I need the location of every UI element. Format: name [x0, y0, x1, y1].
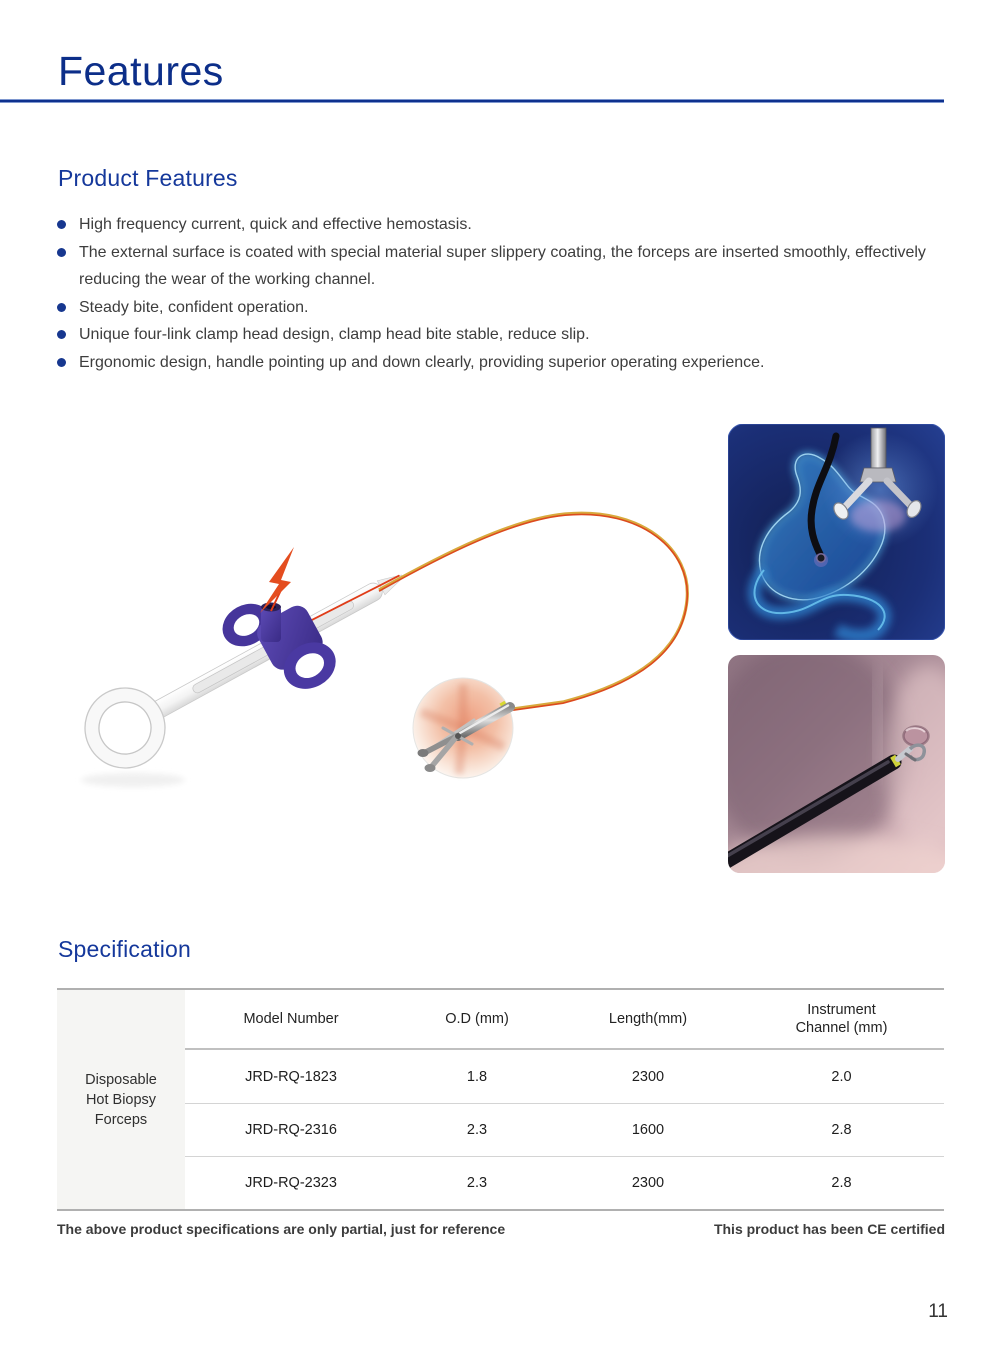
bullet-icon [57, 358, 66, 367]
footer-right-note: This product has been CE certified [713, 1221, 945, 1237]
forceps-illustration [55, 490, 700, 795]
bullet-icon [57, 220, 66, 229]
feature-item [57, 239, 947, 294]
spec-cell-length: 1600 [631, 1122, 665, 1138]
tissue-background [728, 655, 945, 873]
spec-row [185, 1050, 944, 1103]
page-number: 11 [928, 1301, 948, 1322]
spec-group-cell [57, 990, 185, 1209]
spec-header-cell: Length(mm) [608, 1011, 688, 1027]
feature-item [57, 211, 947, 239]
feature-text: High frequency current, quick and effective hemostasis. [79, 216, 472, 233]
jaw-cup [425, 764, 436, 772]
bullet-icon [57, 248, 66, 257]
spec-cell-channel: 2.8 [831, 1175, 852, 1191]
spec-row [185, 1103, 944, 1156]
forceps-tip-inset [413, 678, 513, 778]
bullet-icon [57, 303, 66, 312]
stomach-card [728, 424, 945, 640]
spec-cell-channel: 2.0 [831, 1068, 852, 1085]
feature-text: Ergonomic design, handle pointing up and down clearly, providing superior operating experience. [79, 353, 765, 371]
feature-list [57, 211, 947, 376]
jaw-hinge [455, 733, 461, 739]
spec-cell-model: JRD-RQ-1823 [245, 1068, 337, 1085]
page-title: Features [58, 48, 224, 94]
footer-left-note: The above product specifications are only partial, just for reference [57, 1221, 506, 1237]
spec-row [185, 1156, 944, 1209]
forceps-handle [65, 531, 429, 795]
spec-table [57, 988, 944, 1211]
spec-cell-length: 2300 [631, 1175, 665, 1191]
product-features-heading: Product Features [58, 165, 238, 191]
spec-cell-channel: 2.8 [831, 1122, 852, 1138]
spec-cell-model: JRD-RQ-2316 [245, 1122, 337, 1138]
spec-header-cell: O.D (mm) [445, 1011, 509, 1027]
endoscopy-photo [728, 655, 945, 873]
spec-group-label: Disposable Hot Biopsy Forceps [85, 1071, 157, 1128]
title-rule [0, 99, 944, 103]
spec-cell-od: 2.3 [466, 1175, 488, 1191]
bullet-icon [57, 330, 66, 339]
spec-header-cell: Instrument Channel (mm) [795, 1002, 888, 1036]
feature-item [57, 349, 947, 377]
feature-text: The external surface is coated with special material super slippery coating, the forceps are inserted smoothly, effectively reducing the wear of the working channel. [79, 243, 926, 288]
feature-text: Steady bite, confident operation. [79, 298, 309, 316]
catheter-wire [379, 513, 687, 709]
feature-item [57, 321, 947, 349]
spec-cell-od: 1.8 [466, 1068, 488, 1085]
specification-heading: Specification [58, 936, 192, 962]
feature-text: Unique four-link clamp head design, clamp head bite stable, reduce slip. [79, 326, 590, 343]
handle-shadow [81, 773, 185, 787]
feature-item [57, 294, 947, 322]
spec-header-row [185, 990, 944, 1050]
spec-cell-model: JRD-RQ-2323 [245, 1175, 337, 1191]
spec-header-cell: Model Number [243, 1011, 339, 1027]
spec-body [185, 990, 944, 1209]
catheter-wire-core [379, 514, 687, 710]
lightning-bolt-icon [260, 547, 294, 613]
spec-cell-od: 2.3 [466, 1122, 488, 1138]
jaw-cup [418, 749, 429, 757]
spec-cell-length: 2300 [631, 1068, 665, 1085]
